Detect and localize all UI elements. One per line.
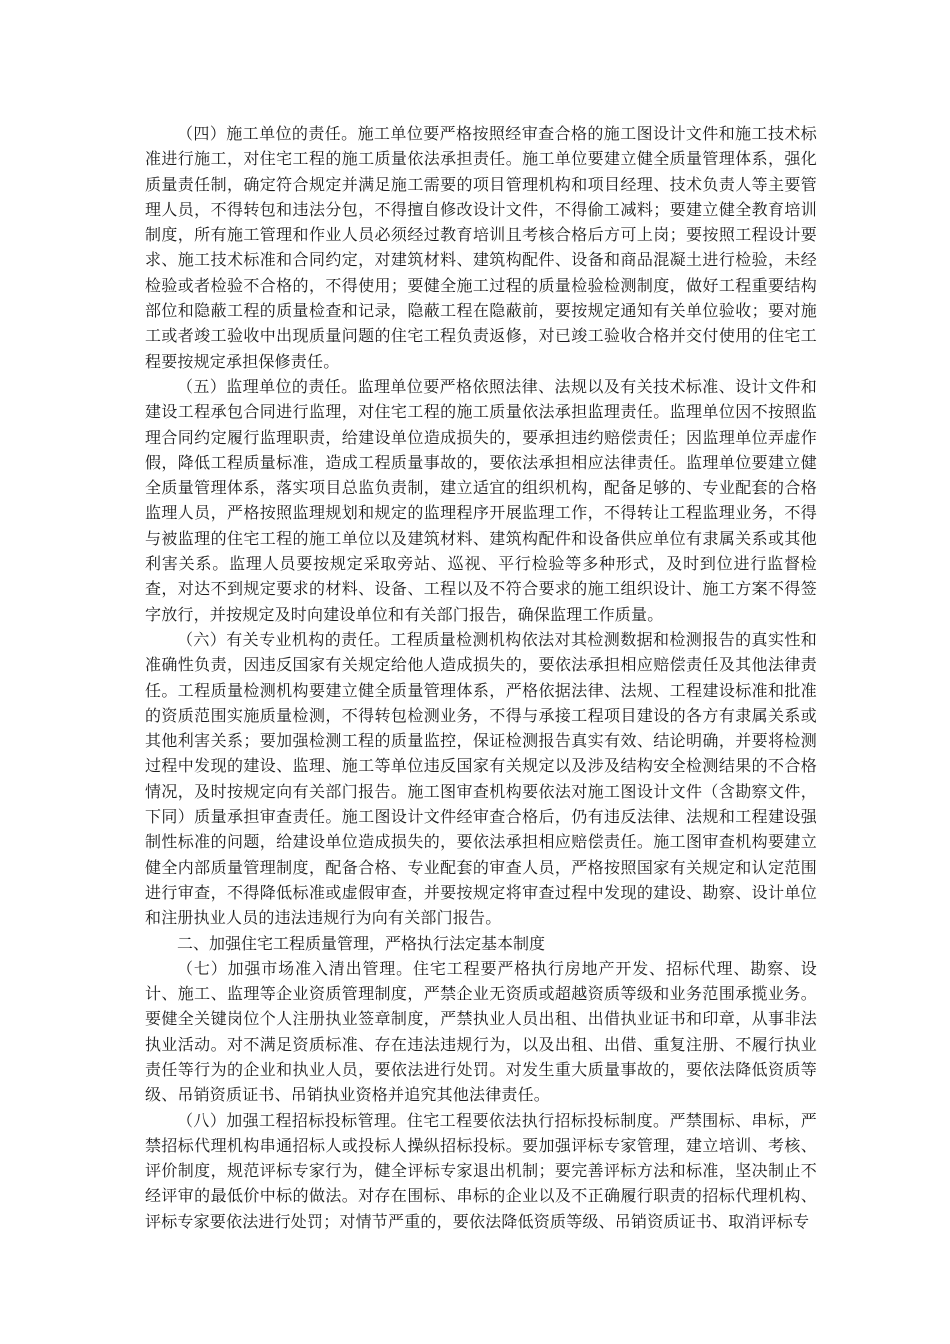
paragraph-professional-agencies: （六）有关专业机构的责任。工程质量检测机构依法对其检测数据和检测报告的真实性和准确性负责，因违反国家有关规定给他人造成损失的，要依法承担相应赔偿责任及其他法律责任。工程质量检测机构要建立健全质量管理体系，严格依据法律、法规、工程建设标准和批准的资质范围实施质量检测，不得转包检测业务，不得与承接工程项目建设的各方有隶属关系或其他利害关系；要加强检测工程的质量监控，保证检测报告真实有效、结论明确，并要将检测过程中发现的建设、监理、施工等单位违反国家有关规定以及涉及结构安全检测结果的不合格情况，及时按规定向有关部门报告。施工图审查机构要依法对施工图设计文件（含勘察文件，下同）质量承担审查责任。施工图设计文件经审查合格后，仍有违反法律、法规和工程建设强制性标准的问题，给建设单位造成损失的，要依法承担相应赔偿责任。施工图审查机构要建立健全内部质量管理制度，配备合格、专业配套的审查人员，严格按照国家有关规定和认定范围进行审查，不得降低标准或虚假审查，并要按规定将审查过程中发现的建设、勘察、设计单位和注册执业人员的违法违规行为向有关部门报告。 <box>145 629 817 928</box>
document-body <box>145 121 817 1234</box>
section-heading: 二、加强住宅工程质量管理，严格执行法定基本制度 <box>177 933 546 953</box>
paragraph-supervision-unit: （五）监理单位的责任。监理单位要严格依照法律、法规以及有关技术标准、设计文件和建设工程承包合同进行监理，对住宅工程的施工质量依法承担监理责任。监理单位因不按照监理合同约定履行监理职责，给建设单位造成损失的，要承担违约赔偿责任；因监理单位弄虚作假，降低工程质量标准，造成工程质量事故的，要依法承担相应法律责任。监理单位要建立健全质量管理体系，落实项目总监负责制，建立适宜的组织机构，配备足够的、专业配套的合格监理人员，严格按照监理规划和规定的监理程序开展监理工作，不得转让工程监理业务，不得与被监理的住宅工程的施工单位以及建筑材料、建筑构配件和设备供应单位有隶属关系或其他利害关系。监理人员要按规定采取旁站、巡视、平行检验等多种形式，及时到位进行监督检查，对达不到规定要求的材料、设备、工程以及不符合要求的施工组织设计、施工方案不得签字放行，并按规定及时向建设单位和有关部门报告，确保监理工作质量。 <box>145 376 817 624</box>
paragraph-bidding-management: （八）加强工程招标投标管理。住宅工程要依法执行招标投标制度。严禁围标、串标，严禁招标代理机构串通招标人或投标人操纵招标投标。要加强评标专家管理，建立培训、考核、评价制度，规范评标专家行为，健全评标专家退出机制；要完善评标方法和标准，坚决制止不经评审的最低价中标的做法。对存在围标、串标的企业以及不正确履行职责的招标代理机构、评标专家要依法进行处罚；对情节严重的，要依法降低资质等级、吊销资质证书、取消评标专 <box>145 1110 817 1231</box>
paragraph-market-access: （七）加强市场准入清出管理。住宅工程要严格执行房地产开发、招标代理、勘察、设计、施工、监理等企业资质管理制度，严禁企业无资质或超越资质等级和业务范围承揽业务。要健全关键岗位个人注册执业签章制度，严禁执业人员出租、出借执业证书和印章，从事非法执业活动。对不满足资质标准、存在违法违规行为，以及出租、出借、重复注册、不履行执业责任等行为的企业和执业人员，要依法进行处罚。对发生重大质量事故的，要依法降低资质等级、吊销资质证书、吊销执业资格并追究其他法律责任。 <box>145 958 817 1105</box>
paragraph-construction-unit: （四）施工单位的责任。施工单位要严格按照经审查合格的施工图设计文件和施工技术标准进行施工，对住宅工程的施工质量依法承担责任。施工单位要建立健全质量管理体系，强化质量责任制，确定符合规定并满足施工需要的项目管理机构和项目经理、技术负责人等主要管理人员，不得转包和违法分包，不得擅自修改设计文件，不得偷工减料；要建立健全教育培训制度，所有施工管理和作业人员必须经过教育培训且考核合格后方可上岗；要按照工程设计要求、施工技术标准和合同约定，对建筑材料、建筑构配件、设备和商品混凝土进行检验，未经检验或者检验不合格的，不得使用；要健全施工过程的质量检验检测制度，做好工程重要结构部位和隐蔽工程的质量检查和记录，隐蔽工程在隐蔽前，要按规定通知有关单位验收；要对施工或者竣工验收中出现质量问题的住宅工程负责返修，对已竣工验收合格并交付使用的住宅工程要按规定承担保修责任。 <box>145 124 817 371</box>
